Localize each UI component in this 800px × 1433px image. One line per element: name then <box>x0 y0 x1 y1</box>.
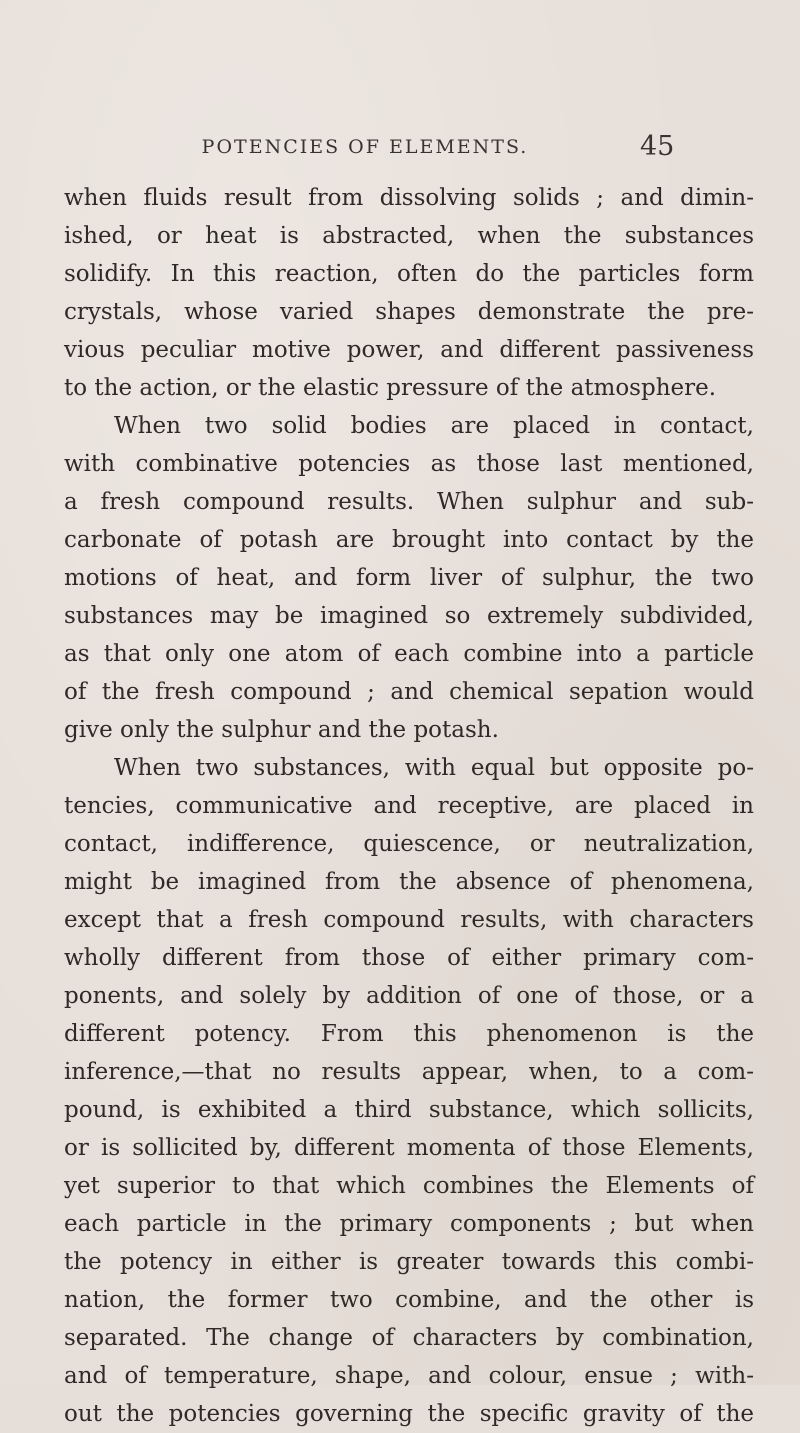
text-line: when fluids result from dissolving solids ; and dimin- <box>64 185 754 211</box>
text-line: nation, the former two combine, and the other is <box>64 1287 754 1313</box>
text-line: crystals, whose varied shapes demonstrate the pre- <box>64 299 754 325</box>
text-line: ponents, and solely by addition of one of those, or a <box>64 983 754 1009</box>
text-line: carbonate of potash are brought into contact by the <box>64 527 754 553</box>
text-line: wholly different from those of either primary com- <box>64 945 754 971</box>
text-line: yet superior to that which combines the Elements of <box>64 1173 754 1199</box>
text-line: substances may be imagined so extremely subdivided, <box>64 603 754 629</box>
text-line: except that a fresh compound results, with characters <box>64 907 754 933</box>
text-line: give only the sulphur and the potash. <box>64 717 499 743</box>
body-text <box>64 179 754 1433</box>
text-line: out the potencies governing the specific gravity of the <box>64 1401 754 1427</box>
page-number: 45 <box>640 131 675 162</box>
running-head <box>0 131 800 176</box>
text-line: to the action, or the elastic pressure of the atmosphere. <box>64 375 717 401</box>
text-line: different potency. From this phenomenon is the <box>64 1021 754 1047</box>
text-line: tencies, communicative and receptive, are placed in <box>64 793 754 819</box>
text-line: pound, is exhibited a third substance, which sollicits, <box>64 1097 754 1123</box>
text-line: inference,—that no results appear, when, to a com- <box>64 1059 754 1085</box>
text-line: might be imagined from the absence of phenomena, <box>64 869 754 895</box>
text-line: with combinative potencies as those last mentioned, <box>64 451 754 477</box>
text-line: contact, indifference, quiescence, or neutralization, <box>64 831 754 857</box>
text-line: When two solid bodies are placed in contact, <box>114 413 754 439</box>
running-title: POTENCIES OF ELEMENTS. <box>201 136 529 158</box>
text-line: When two substances, with equal but opposite po- <box>114 755 754 781</box>
text-line: as that only one atom of each combine into a particle <box>64 641 754 667</box>
text-line: and of temperature, shape, and colour, ensue ; with- <box>64 1363 754 1389</box>
text-line: motions of heat, and form liver of sulphur, the two <box>64 565 754 591</box>
text-line: vious peculiar motive power, and different passiveness <box>64 337 754 363</box>
text-line: of the fresh compound ; and chemical sepation would <box>64 679 754 705</box>
text-line: separated. The change of characters by combination, <box>64 1325 754 1351</box>
text-line: ished, or heat is abstracted, when the substances <box>64 223 754 249</box>
text-line: the potency in either is greater towards this combi- <box>64 1249 754 1275</box>
text-line: a fresh compound results. When sulphur and sub- <box>64 489 754 515</box>
text-line: solidify. In this reaction, often do the particles form <box>64 261 754 287</box>
text-line: each particle in the primary components ; but when <box>64 1211 754 1237</box>
text-line: or is sollicited by, different momenta of those Elements, <box>64 1135 754 1161</box>
